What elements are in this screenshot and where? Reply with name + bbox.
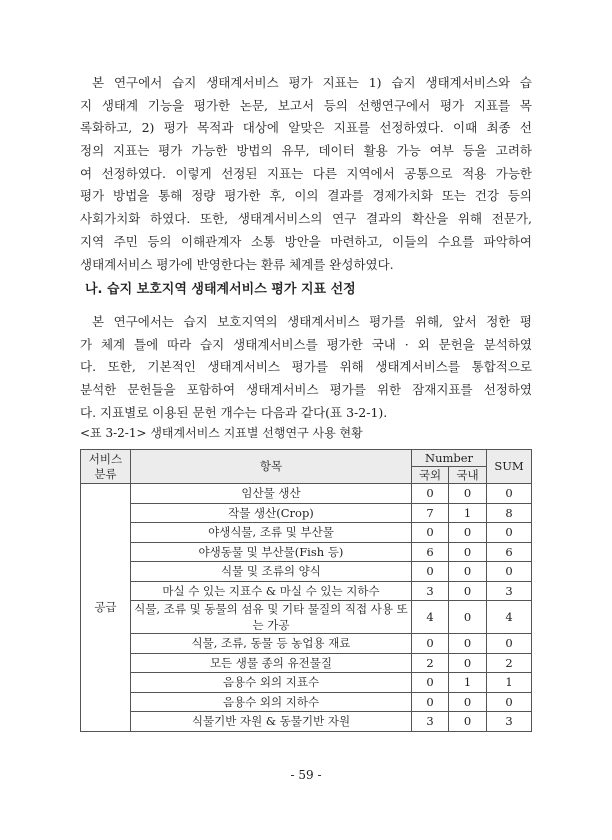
domestic-cell: 1	[449, 673, 487, 693]
category-cell: 공급	[81, 484, 131, 732]
paragraph-2	[80, 311, 532, 424]
domestic-cell: 0	[449, 581, 487, 601]
item-cell: 식물, 조류 및 동물의 섬유 및 기타 물질의 직접 사용 또는 가공	[130, 601, 411, 634]
foreign-cell: 0	[412, 673, 449, 693]
text-line: 평가 방법을 통해 정량 평가한 후, 이의 결과를 경제가치화 또는 건강 등의	[80, 188, 532, 204]
sum-cell: 8	[486, 503, 531, 523]
sum-cell: 0	[486, 523, 531, 543]
sum-cell: 3	[486, 712, 531, 732]
domestic-cell: 0	[449, 523, 487, 543]
item-cell: 식물, 조류, 동물 등 농업용 재료	[130, 634, 411, 654]
item-cell: 마실 수 있는 지표수 & 마실 수 있는 지하수	[130, 581, 411, 601]
item-cell: 야생식물, 조류 및 부산물	[130, 523, 411, 543]
header-number: Number	[412, 450, 487, 467]
domestic-cell: 1	[449, 503, 487, 523]
table-row	[81, 542, 532, 562]
domestic-cell: 0	[449, 562, 487, 582]
table-row	[81, 503, 532, 523]
sum-cell: 0	[486, 692, 531, 712]
item-cell: 작물 생산(Crop)	[130, 503, 411, 523]
foreign-cell: 7	[412, 503, 449, 523]
table-row	[81, 634, 532, 654]
text-line: 지 생태계 기능을 평가한 논문, 보고서 등의 선행연구에서 평가 지표를 목	[80, 97, 532, 113]
table-row	[81, 523, 532, 543]
paragraph-1	[80, 72, 532, 276]
sum-cell: 6	[486, 542, 531, 562]
page-number: - 59 -	[290, 768, 322, 782]
text-line: 본 연구에서는 습지 보호지역의 생태계서비스 평가를 위해, 앞서 정한 평	[92, 314, 532, 329]
table-row	[81, 581, 532, 601]
foreign-cell: 4	[412, 601, 449, 634]
item-cell: 식물 및 조류의 양식	[130, 562, 411, 582]
foreign-cell: 0	[412, 484, 449, 504]
table-row	[81, 601, 532, 634]
text-line: 록화하고, 2) 평가 목적과 대상에 알맞은 지표를 선정하였다. 이때 최종 선	[80, 120, 532, 136]
item-cell: 식물기반 자원 & 동물기반 자원	[130, 712, 411, 732]
item-cell: 임산물 생산	[130, 484, 411, 504]
item-cell: 모든 생물 종의 유전물질	[130, 653, 411, 673]
table-row	[81, 484, 532, 504]
text-line: 여 선정하였다. 이렇게 선정된 지표는 다른 지역에서 공통으로 적용 가능한	[80, 165, 532, 181]
item-cell: 야생동물 및 부산물(Fish 등)	[130, 542, 411, 562]
foreign-cell: 6	[412, 542, 449, 562]
text-line: 본 연구에서 습지 생태계서비스 평가 지표는 1) 습지 생태계서비스와 습	[92, 75, 532, 90]
sum-cell: 2	[486, 653, 531, 673]
indicator-table	[80, 449, 532, 732]
item-cell: 음용수 외의 지표수	[130, 673, 411, 693]
sum-cell: 1	[486, 673, 531, 693]
text-line: 정의 지표는 평가 가능한 방법의 유무, 데이터 활용 가능 여부 등을 고려하	[80, 143, 532, 159]
table-row	[81, 692, 532, 712]
table-row	[81, 653, 532, 673]
domestic-cell: 0	[449, 484, 487, 504]
sum-cell: 0	[486, 484, 531, 504]
header-item: 항목	[130, 450, 411, 484]
header-service-category: 서비스 분류	[81, 450, 131, 484]
foreign-cell: 2	[412, 653, 449, 673]
section-heading: 나. 습지 보호지역 생태계서비스 평가 지표 선정	[85, 282, 356, 297]
foreign-cell: 0	[412, 634, 449, 654]
header-foreign: 국외	[412, 467, 449, 484]
foreign-cell: 3	[412, 581, 449, 601]
text-line: 분석한 문헌들을 포함하여 생태계서비스 평가를 위한 잠재지표를 선정하였	[80, 382, 532, 398]
table-row	[81, 673, 532, 693]
item-cell: 음용수 외의 지하수	[130, 692, 411, 712]
sum-cell: 4	[486, 601, 531, 634]
text-line: 생태계서비스 평가에 반영한다는 환류 체계를 완성하였다.	[80, 256, 394, 272]
table-caption: <표 3-2-1> 생태계서비스 지표별 선행연구 사용 현황	[80, 426, 363, 440]
foreign-cell: 0	[412, 523, 449, 543]
text-line: 지역 주민 등의 이해관계자 소통 방안을 마련하고, 이들의 수요를 파악하여	[80, 233, 532, 249]
foreign-cell: 0	[412, 562, 449, 582]
domestic-cell: 0	[449, 634, 487, 654]
text-line: 다. 또한, 기본적인 생태계서비스 평가를 위해 생태계서비스를 통합적으로	[80, 359, 532, 375]
sum-cell: 3	[486, 581, 531, 601]
foreign-cell: 0	[412, 692, 449, 712]
domestic-cell: 0	[449, 542, 487, 562]
domestic-cell: 0	[449, 712, 487, 732]
domestic-cell: 0	[449, 601, 487, 634]
header-sum: SUM	[486, 450, 531, 484]
header-domestic: 국내	[449, 467, 487, 484]
sum-cell: 0	[486, 562, 531, 582]
sum-cell: 0	[486, 634, 531, 654]
text-line: 가 체계 틀에 따라 습지 생태계서비스를 평가한 국내 · 외 문헌을 분석하였	[80, 336, 532, 352]
text-line: 사회가치화 하였다. 또한, 생태계서비스의 연구 결과의 확산을 위해 전문가,	[80, 211, 532, 227]
foreign-cell: 3	[412, 712, 449, 732]
domestic-cell: 0	[449, 692, 487, 712]
table-row	[81, 712, 532, 732]
text-line: 다. 지표별로 이용된 문헌 개수는 다음과 같다(표 3-2-1).	[80, 404, 388, 420]
table-row	[81, 562, 532, 582]
domestic-cell: 0	[449, 653, 487, 673]
